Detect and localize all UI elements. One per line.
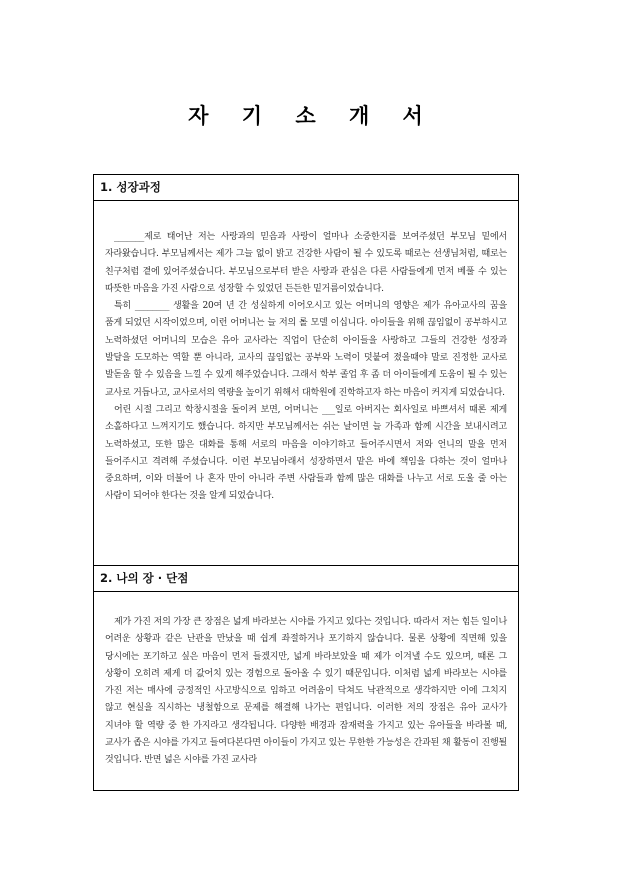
- section-body: [94, 201, 518, 506]
- section-strengths-weaknesses: [93, 566, 519, 791]
- section-heading: 2. 나의 장 · 단점: [94, 566, 518, 592]
- section-heading: 1. 성장과정: [94, 175, 518, 201]
- paragraph: _______제로 태어난 저는 사랑과의 믿음과 사랑이 얼마나 소중한지를 보여주셨던 부모님 밑에서 자라왔습니다. 부모님께서는 제가 그늘 없이 밝고 건강한 사람이 될 수 있도록 때로는 선생님처럼, 때로는 친구처럼 곁에 있어주셨습니다. 부모님으로부터 받은 사랑과 관심은 다른 사람들에게 먼저 베풀 수 있는 따뜻한 마음을 가진 사람으로 성장할 수 있었던 든든한 밑거름이었습니다.: [105, 232, 507, 294]
- document-title: 자 기 소 개 서: [188, 103, 436, 128]
- section-body: [94, 592, 518, 770]
- paragraph: 특히 ________ 생활을 20여 년 간 성실하게 이어오시고 있는 어머니의 영향은 제가 유아교사의 꿈을 품게 되었던 시작이었으며, 이런 어머니는 늘 저의 롤 모델 이십니다. 아이들을 위해 끊임없이 공부하시고 노력하셨던 어머니의 모습은 유아 교사라는 직업이 단순히 아이들을 사랑하고 그들의 건강한 성장과 발달을 도모하는 역할 뿐 아니라, 교사의 끊임없는 공부와 노력이 덧붙여 졌을때야 말로 진정한 교사로 발돋움 할 수 있음을 느낄 수 있게 해주었습니다. 그래서 학부 졸업 후 좀 더 아이들에게 도움이 될 수 있는 교사로 거듭나고, 교사로서의 역량을 높이기 위해서 대학원에 진학하고자 하는 마음이 커지게 되었습니다.: [105, 301, 507, 398]
- paragraph: 제가 가진 저의 가장 큰 장점은 넓게 바라보는 시야를 가지고 있다는 것입니다. 따라서 저는 힘든 일이나 어려운 상황과 같은 난관을 만났을 때 쉽게 좌절하거나 포기하지 않습니다. 물론 상황에 직면해 있을 당시에는 포기하고 싶은 마음이 먼저 들겠지만, 넓게 바라보았을 때 제가 이겨낼 수도 있으며, 때론 그 상황이 오히려 제게 더 값어치 있는 경험으로 돌아올 수 있기 때문입니다. 이처럼 넓게 바라보는 시야를 가진 저는 매사에 긍정적인 사고방식으로 임하고 어려움이 닥쳐도 낙관적으로 생각하지만 이에 그치지 않고 현실을 직시하는 냉철함으로 문제를 해결해 나가는 편입니다. 이러한 저의 장점은 유아 교사가 지녀야 할 역량 중 한 가지라고 생각됩니다. 다양한 배경과 잠재력을 가지고 있는 유아들을 바라볼 때, 교사가 좁은 시야를 가지고 들여다본다면 아이들이 가지고 있는 무한한 가능성은 간과된 채 활동이 진행될 것입니다. 반면 넓은 시야를 가진 교사라: [105, 617, 507, 766]
- section-growth: [93, 174, 519, 566]
- paragraph: 어린 시절 그리고 학창시절을 돌이켜 보면, 어머니는 ___일로 아버지는 회사일로 바쁘셔서 때론 제게 소홀하다고 느껴지기도 했습니다. 하지만 부모님께서는 쉬는 날이면 늘 가족과 함께 시간을 보내시려고 노력하셨고, 또한 많은 대화를 통해 서로의 마음을 이야기하고 들어주시면서 저와 언니의 말을 먼저 들어주시고 격려해 주셨습니다. 이런 부모님아래서 성장하면서 맡은 바에 책임을 다하는 것이 얼마나 중요하며, 이와 더불어 나 혼자 만이 아니라 주변 사람들과 함께 많은 대화를 나누고 서로 도울 줄 아는 사람이 되어야 한다는 것을 알게 되었습니다.: [105, 404, 507, 502]
